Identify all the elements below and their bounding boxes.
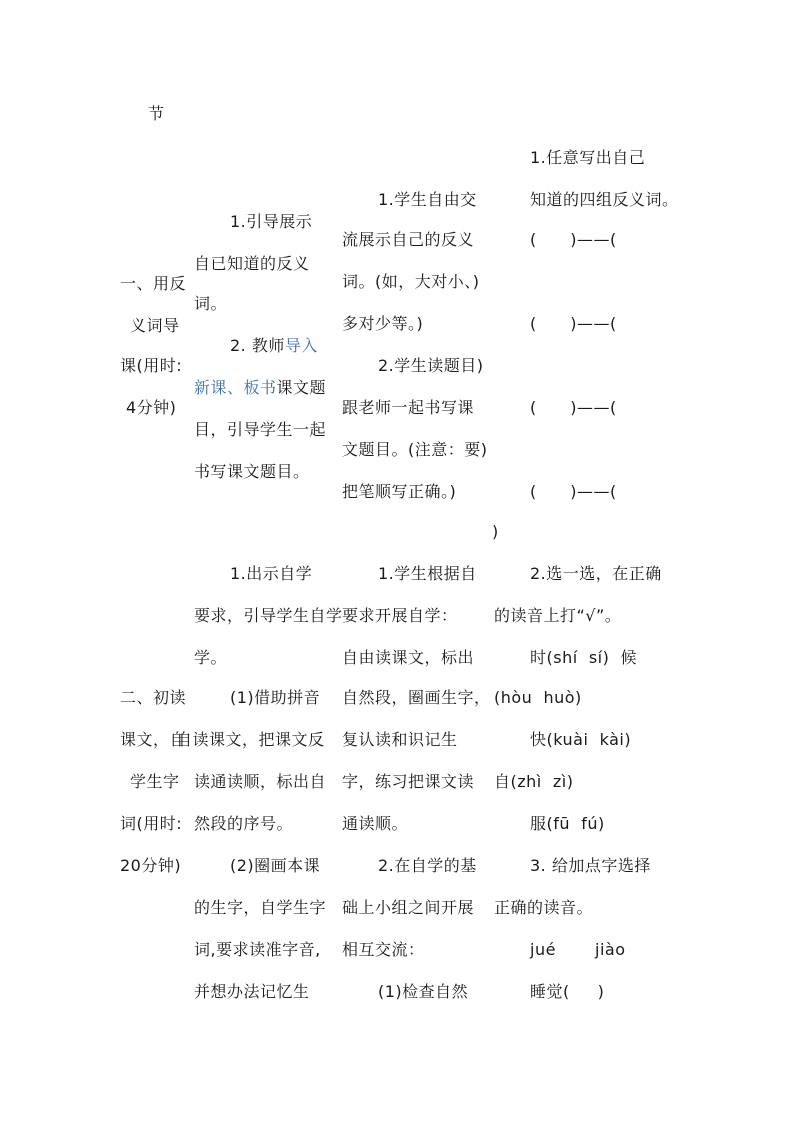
teacher-activity-1-line-3: 词。 — [194, 294, 228, 313]
stage-2-line-2: 课文，自 — [120, 730, 187, 749]
exercise-3-pinyin: jué jiào — [530, 940, 626, 959]
stage-2-line-4: 词(用时: — [120, 814, 183, 833]
exercise-1-line-2: 知道的四组反义词。 — [530, 190, 679, 209]
teacher-activity-2-line-11: 并想办法记忆生 — [194, 982, 310, 1001]
exercise-3-line-1: 3. 给加点字选择 — [530, 856, 651, 875]
stage-1-line-4: 4分钟) — [126, 398, 177, 417]
teacher-activity-1-line-4-link: 导入 — [284, 336, 318, 355]
teacher-activity-1-line-2: 自已知道的反义 — [194, 254, 310, 273]
teacher-activity-2-line-5: 自读课文，把课文反 — [176, 730, 325, 749]
student-activity-2-line-8: 2.在自学的基 — [378, 856, 477, 875]
exercise-1-blank-1: ( )——( — [530, 230, 617, 249]
teacher-activity-2-line-3: 学。 — [194, 648, 228, 667]
exercise-2-pinyin-5: 服(fū fú) — [530, 814, 605, 833]
student-activity-2-line-6: 字，练习把课文读 — [342, 772, 475, 791]
student-activity-1-line-8: 把笔顺写正确。) — [342, 482, 457, 501]
teacher-activity-2-line-7: 然段的序号。 — [194, 814, 294, 833]
teacher-activity-1-line-4 — [230, 336, 318, 356]
student-activity-2-line-3: 自由读课文，标出 — [342, 648, 475, 667]
stage-2-line-3: 学生字 — [130, 772, 180, 791]
student-activity-1-line-5: 2.学生读题目) — [378, 356, 484, 375]
stage-2-line-5: 20分钟) — [120, 856, 182, 875]
teacher-activity-1-line-6: 目，引导学生一起 — [194, 420, 327, 439]
stage-2-line-1: 二、初读 — [120, 688, 187, 707]
exercise-3-line-2: 正确的读音。 — [494, 898, 594, 917]
teacher-activity-2-line-6: 读通读顺，标出自 — [194, 772, 327, 791]
teacher-activity-1-line-1: 1.引导展示 — [230, 212, 313, 231]
section-label: 节 — [148, 104, 165, 123]
student-activity-1-line-1: 1.学生自由交 — [378, 190, 477, 209]
student-activity-1-line-6: 跟老师一起书写课 — [342, 398, 475, 417]
student-activity-2-line-2: 要求开展自学： — [342, 606, 458, 625]
teacher-activity-1-line-5 — [194, 378, 326, 398]
stage-1-line-1: 一、用反 — [120, 274, 187, 293]
teacher-activity-2-line-4: (1)借助拼音 — [230, 688, 321, 707]
teacher-activity-1-line-4-text: 2. 教师 — [230, 336, 285, 355]
student-activity-1-line-2: 流展示自己的反义 — [342, 230, 475, 249]
exercise-2-pinyin-4: 自(zhì zì) — [494, 772, 574, 791]
teacher-activity-1-line-5-link-a: 新课、 — [194, 378, 244, 397]
exercise-1-blank-3: ( )——( — [530, 398, 617, 417]
exercise-1-blank-2: ( )——( — [530, 314, 617, 333]
student-activity-2-line-7: 通读顺。 — [342, 814, 409, 833]
exercise-1-blank-4: ( )——( — [530, 482, 617, 501]
exercise-2-pinyin-1: 时(shí sí) 候 — [530, 648, 638, 667]
exercise-2-line-1: 2.选一选，在正确 — [530, 564, 662, 583]
teacher-activity-2-line-10: 词,要求读准字音, — [194, 940, 321, 959]
teacher-activity-1-line-7: 书写课文题目。 — [194, 462, 310, 481]
teacher-activity-1-line-5-text: 课文题 — [276, 378, 327, 397]
exercise-3-word: 睡觉( ) — [530, 982, 605, 1001]
student-activity-1-line-4: 多对少等。) — [342, 314, 424, 333]
exercise-1-close-paren: ) — [492, 522, 499, 541]
stage-1-line-3: 课(用时: — [120, 356, 183, 375]
teacher-activity-2-line-9: 的生字，自学生字 — [194, 898, 327, 917]
teacher-activity-2-line-2: 要求，引导学生自学 — [194, 606, 343, 625]
student-activity-2-line-1: 1.学生根据自 — [378, 564, 477, 583]
exercise-2-pinyin-2: (hòu huò) — [494, 688, 582, 707]
student-activity-2-line-9: 础上小组之间开展 — [342, 898, 475, 917]
exercise-2-line-2: 的读音上打“√”。 — [494, 606, 622, 625]
stage-1-line-2: 义词导 — [130, 316, 180, 335]
student-activity-2-line-10: 相互交流： — [342, 940, 425, 959]
teacher-activity-2-line-1: 1.出示自学 — [230, 564, 313, 583]
exercise-1-line-1: 1.任意写出自己 — [530, 148, 646, 167]
exercise-2-pinyin-3: 快(kuài kài) — [530, 730, 632, 749]
student-activity-2-line-4: 自然段，圈画生字， — [342, 688, 491, 707]
student-activity-2-line-5: 复认读和识记生 — [342, 730, 458, 749]
teacher-activity-2-line-8: (2)圈画本课 — [230, 856, 321, 875]
student-activity-1-line-7: 文题目。(注意：要) — [342, 440, 488, 459]
student-activity-1-line-3: 词。(如，大对小、) — [342, 272, 480, 291]
student-activity-2-line-11: (1)检查自然 — [378, 982, 469, 1001]
teacher-activity-1-line-5-link-b: 板书 — [243, 378, 277, 397]
